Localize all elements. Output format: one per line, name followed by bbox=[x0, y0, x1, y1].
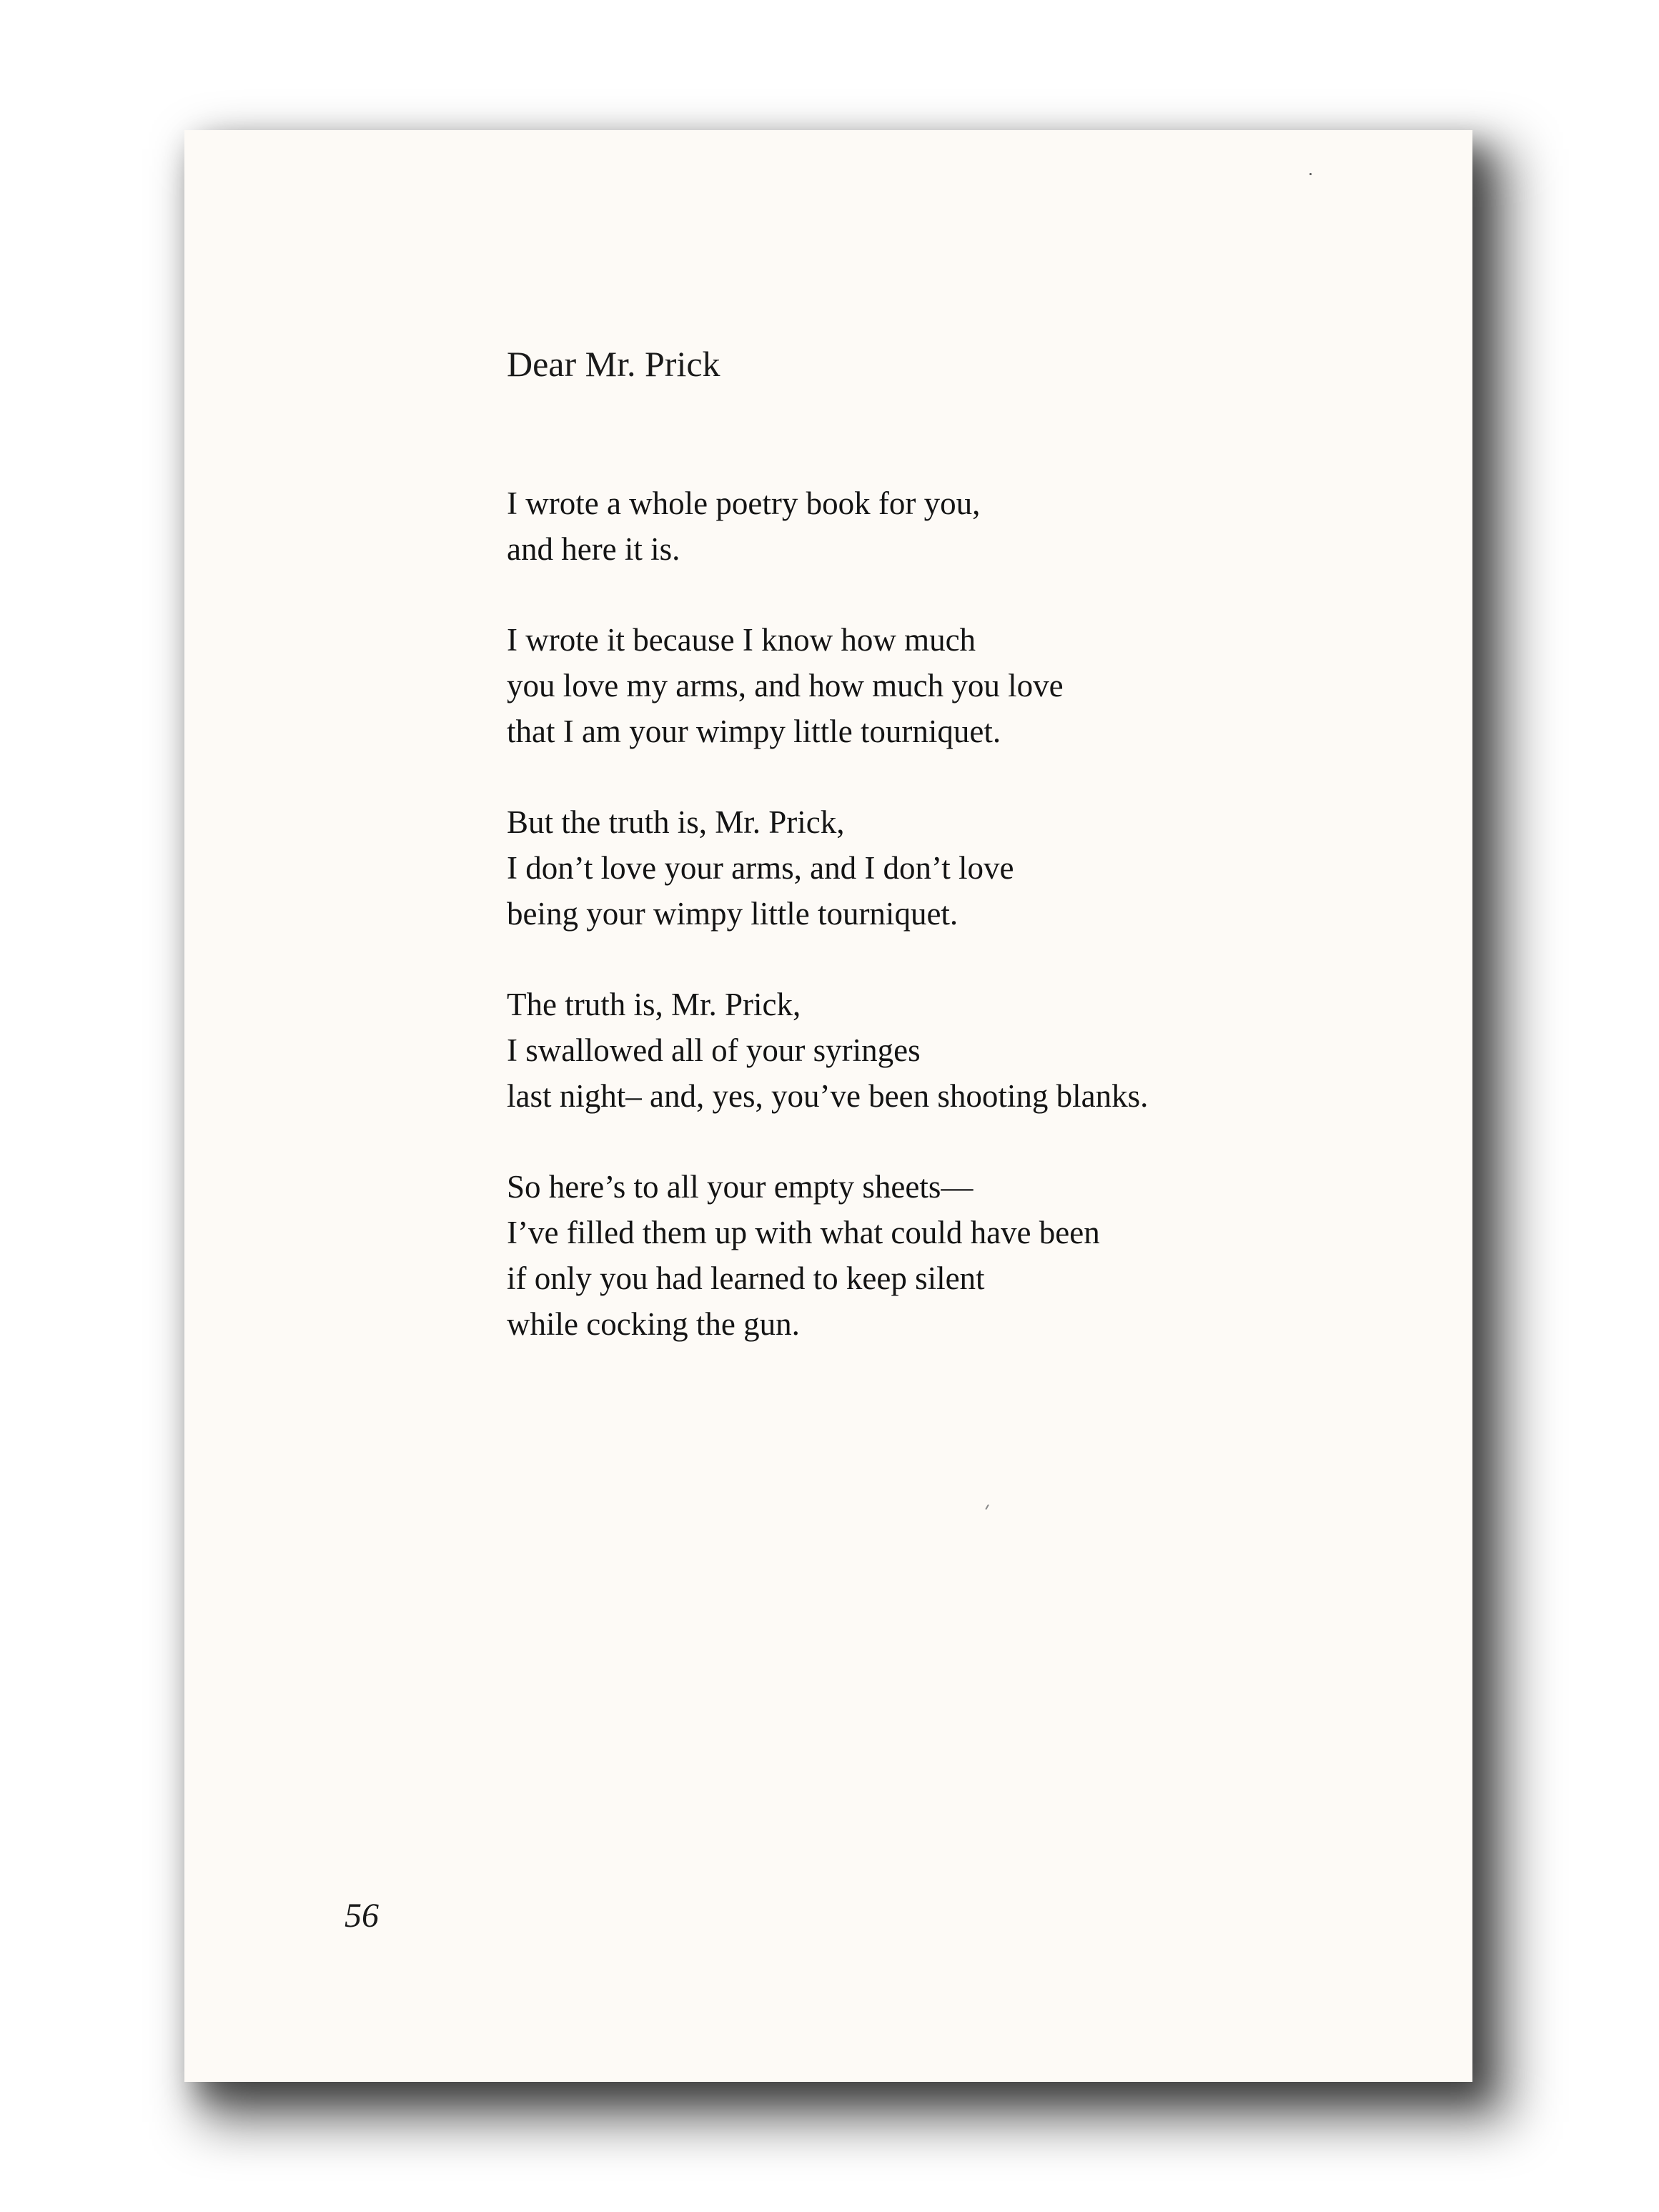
poem-line: that I am your wimpy little tourniquet. bbox=[507, 714, 1001, 749]
poem-line: while cocking the gun. bbox=[507, 1306, 800, 1342]
book-page bbox=[184, 130, 1472, 2082]
stanza-3 bbox=[507, 799, 1148, 937]
poem-line: I wrote it because I know how much bbox=[507, 622, 976, 658]
page-number: 56 bbox=[345, 1897, 379, 1935]
poem-line: I don’t love your arms, and I don’t love bbox=[507, 850, 1014, 886]
poem-line: But the truth is, Mr. Prick, bbox=[507, 804, 845, 840]
stanza-5 bbox=[507, 1164, 1148, 1347]
poem-line: The truth is, Mr. Prick, bbox=[507, 987, 801, 1022]
paper-speck bbox=[985, 1504, 989, 1510]
poem-line: and here it is. bbox=[507, 531, 680, 567]
poem-title: Dear Mr. Prick bbox=[507, 344, 720, 384]
poem-line: So here’s to all your empty sheets— bbox=[507, 1169, 974, 1205]
stanza-1 bbox=[507, 480, 1148, 572]
poem-line: I’ve filled them up with what could have been bbox=[507, 1215, 1100, 1250]
poem-body bbox=[507, 480, 1148, 1392]
poem-line: last night– and, yes, you’ve been shooting blanks. bbox=[507, 1078, 1149, 1114]
stanza-2 bbox=[507, 617, 1148, 754]
poem-line: if only you had learned to keep silent bbox=[507, 1260, 985, 1296]
poem-line: I swallowed all of your syringes bbox=[507, 1032, 921, 1068]
poem-line: I wrote a whole poetry book for you, bbox=[507, 485, 981, 521]
poem-line: being your wimpy little tourniquet. bbox=[507, 896, 959, 932]
poem-line: you love my arms, and how much you love bbox=[507, 668, 1064, 703]
paper-speck bbox=[1309, 173, 1312, 175]
stanza-4 bbox=[507, 982, 1148, 1119]
